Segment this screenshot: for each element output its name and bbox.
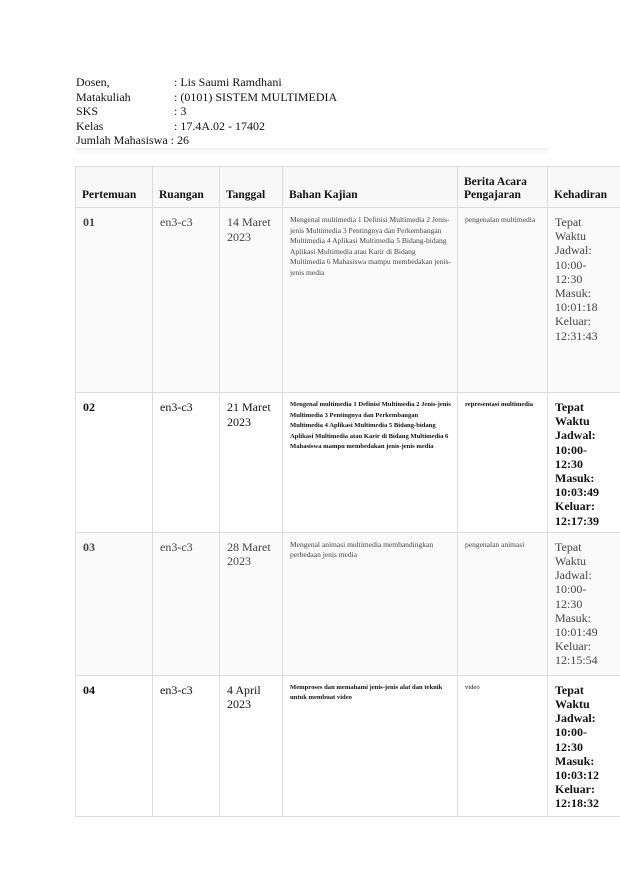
header-ruangan: Ruangan [153, 167, 220, 208]
header-bahan-kajian: Bahan Kajian [283, 167, 458, 208]
bahan-cell: Memproses dan memahami jenis-jenis alat dan teknik untuk membuat video [290, 683, 443, 702]
berita-cell: pengenalan animasi [465, 539, 525, 549]
matakuliah-label: Matakuliah [76, 89, 131, 104]
sks-row [76, 104, 337, 119]
matakuliah-row [76, 90, 337, 105]
berita-cell: representasi multimedia [465, 401, 534, 408]
header-tanggal: Tanggal [220, 167, 283, 208]
kehadiran-cell: Tepat Waktu Jadwal: 10:00- 12:30 Masuk: 10:03:12 Keluar: 12:18:32 [555, 682, 599, 811]
sks-value: : 3 [174, 104, 187, 118]
bahan-cell: Mengenal animasi multimedia membandingkan perbedaan jenis media [290, 539, 434, 560]
kehadiran-cell: Tepat Waktu Jadwal: 10:00- 12:30 Masuk: 10:01:18 Keluar: 12:31:43 [555, 215, 598, 343]
table-row [76, 208, 620, 393]
ruangan-cell: en3-c3 [160, 539, 193, 554]
bahan-cell: Mengenal multimedia 1 Definisi Multimedia 2 Jenis-jenis Multimedia 3 Pentingnya dan Perkembangan Multimedia 4 Aplikasi Multimedia 5 Bidang-bidang Aplikasi Multimedia atau Karir di Bidang Multimedia 6 Mahasiswa mampu membedakan jenis-jenis media [290, 401, 451, 450]
bahan-cell: Mengenal multimedia 1 Definisi Multimedia 2 Jenis-jenis Multimedia 3 Pentingnya dan Perkembangan Multimedia 4 Aplikasi Multimedia 5 Bidang-bidang Aplikasi Multimedia atau Karir di Bidang Multimedia 6 Mahasiswa mampu membedakan jenis-jenis media [290, 215, 452, 277]
matakuliah-value: : (0101) SISTEM MULTIMEDIA [174, 89, 338, 104]
dosen-value: : Lis Saumi Ramdhani [174, 75, 282, 89]
kehadiran-cell: Tepat Waktu Jadwal: 10:00- 12:30 Masuk: 10:03:49 Keluar: 12:17:39 [555, 400, 599, 528]
dosen-row [76, 75, 337, 90]
header-kehadiran: Kehadiran [548, 167, 620, 208]
pertemuan-cell: 01 [83, 215, 95, 229]
berita-cell: video [465, 683, 480, 691]
ruangan-cell: en3-c3 [160, 682, 193, 697]
dosen-label: Dosen, [76, 75, 110, 89]
table-row [76, 532, 620, 675]
ruangan-cell: en3-c3 [160, 400, 193, 414]
table-row [76, 393, 620, 533]
jumlah-value: : 26 [170, 133, 189, 147]
tanggal-cell: 4 April 2023 [227, 682, 261, 712]
attendance-table [75, 166, 620, 817]
kelas-row [76, 119, 337, 134]
tanggal-cell: 28 Maret 2023 [227, 539, 271, 569]
header-pertemuan: Pertemuan [76, 167, 153, 208]
tanggal-cell: 21 Maret 2023 [227, 400, 271, 429]
jumlah-label: Jumlah Mahasiswa [76, 133, 168, 147]
sks-label: SKS [76, 104, 99, 118]
course-info [76, 75, 337, 148]
kelas-value: : 17.4A.02 - 17402 [174, 118, 265, 133]
tanggal-cell: 14 Maret 2023 [227, 215, 271, 244]
ruangan-cell: en3-c3 [160, 215, 193, 229]
pertemuan-cell: 04 [83, 682, 95, 697]
header-berita-acara: Berita Acara Pengajaran [458, 167, 548, 208]
jumlah-row [76, 133, 337, 148]
divider-shadow [76, 148, 548, 156]
kehadiran-cell: Tepat Waktu Jadwal: 10:00- 12:30 Masuk: 10:01:49 Keluar: 12:15:54 [555, 539, 598, 668]
kelas-label: Kelas [76, 118, 104, 133]
pertemuan-cell: 03 [83, 539, 95, 554]
pertemuan-cell: 02 [83, 400, 95, 414]
table-header-row [76, 167, 620, 208]
berita-cell: pengenalan multimedia [465, 215, 536, 224]
table-row [76, 675, 620, 816]
